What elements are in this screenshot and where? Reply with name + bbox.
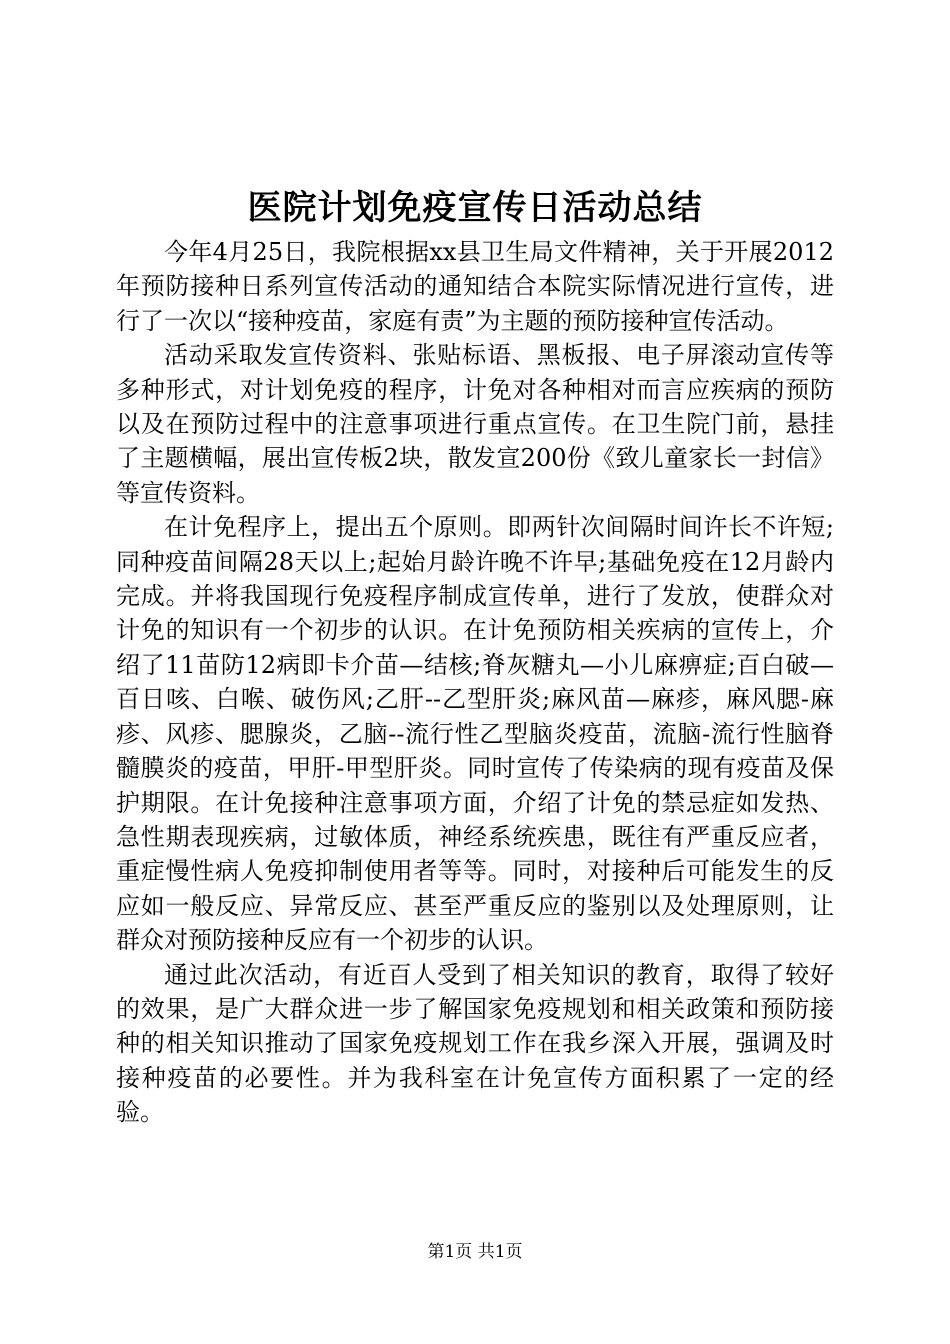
paragraph-3: 在计免程序上，提出五个原则。即两针次间隔时间许长不许短;同种疫苗间隔28天以上;起始月龄许晚不许早;基础免疫在12月龄内完成。并将我国现行免疫程序制成宣传单，进行了发放，使群众对计免的知识有一个初步的认识。在计免预防相关疾病的宣传上，介绍了11苗防12病即卡介苗—结核;脊灰糖丸—小儿麻痹症;百白破—百日咳、白喉、破伤风;乙肝--乙型肝炎;麻风苗—麻疹，麻风腮-麻疹、风疹、腮腺炎，乙脑--流行性乙型脑炎疫苗，流脑-流行性脑脊髓膜炎的疫苗，甲肝-甲型肝炎。同时宣传了传染病的现有疫苗及保护期限。在计免接种注意事项方面，介绍了计免的禁忌症如发热、急性期表现疾病，过敏体质，神经系统疾患，既往有严重反应者，重症慢性病人免疫抑制使用者等等。同时，对接种后可能发生的反应如一般反应、异常反应、甚至严重反应的鉴别以及处理原则，让群众对预防接种反应有一个初步的认识。 bbox=[116, 513, 834, 955]
paragraph-4: 通过此次活动，有近百人受到了相关知识的教育，取得了较好的效果，是广大群众进一步了解国家免疫规划和相关政策和预防接种的相关知识推动了国家免疫规划工作在我乡深入开展，强调及时接种疫苗的必要性。并为我科室在计免宣传方面积累了一定的经验。 bbox=[116, 960, 834, 1127]
document-title: 医院计划免疫宣传日活动总结 bbox=[247, 188, 703, 228]
document-body bbox=[116, 235, 834, 1130]
paragraph-1: 今年4月25日，我院根据xx县卫生局文件精神，关于开展2012年预防接种日系列宣传活动的通知结合本院实际情况进行宣传，进行了一次以“接种疫苗，家庭有责”为主题的预防接种宣传活动。 bbox=[116, 238, 834, 335]
page-footer: 第1页 共1页 bbox=[427, 1242, 523, 1262]
paragraph-2: 活动采取发宣传资料、张贴标语、黑板报、电子屏滚动宣传等多种形式，对计划免疫的程序，计免对各种相对而言应疾病的预防以及在预防过程中的注意事项进行重点宣传。在卫生院门前，悬挂了主题横幅，展出宣传板2块，散发宣200份《致儿童家长一封信》等宣传资料。 bbox=[116, 341, 834, 507]
